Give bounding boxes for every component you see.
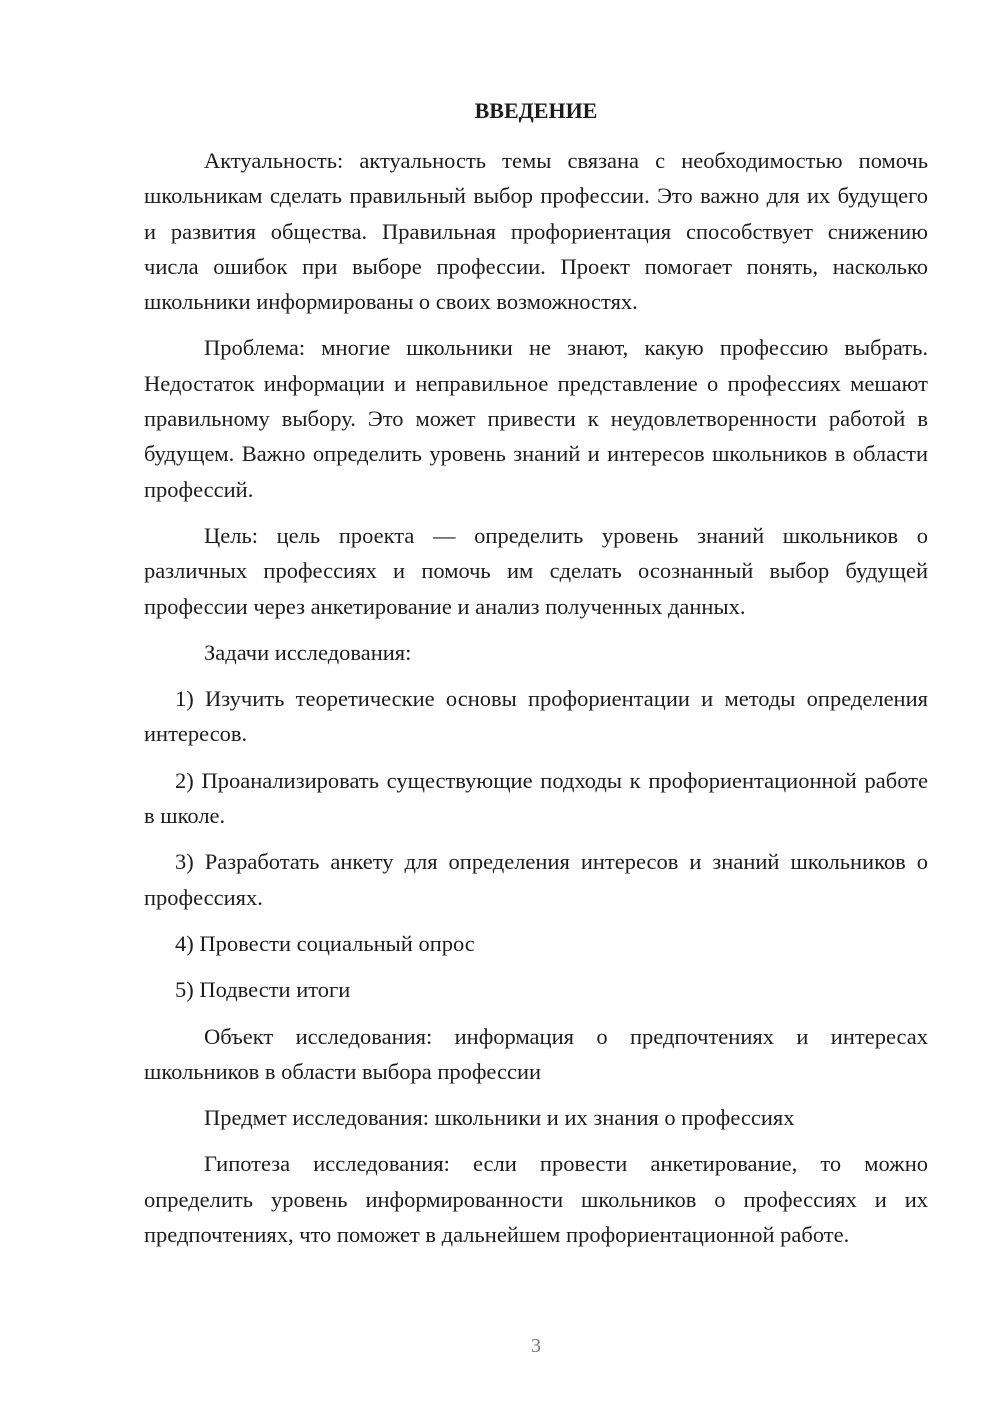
document-body [144, 143, 928, 1263]
task-item: 3) Разработать анкету для определения интересов и знаний школьников о профессиях. [144, 849, 928, 910]
subject-paragraph: Предмет исследования: школьники и их знания о профессиях [204, 1105, 795, 1131]
document-page [144, 0, 928, 1414]
object-paragraph: Объект исследования: информация о предпочтениях и интересах школьников в области выбора профессии [144, 1023, 928, 1084]
relevance-paragraph: Актуальность: актуальность темы связана с необходимостью помочь школьникам сделать правильный выбор профессии. Это важно для их будущего и развития общества. Правильная профориентация способствует снижению числа ошибок при выборе профессии. Проект помогает понять, насколько школьники информированы о своих возможностях. [144, 148, 928, 315]
task-item: 4) Провести социальный опрос [175, 930, 475, 956]
hypothesis-paragraph: Гипотеза исследования: если провести анкетирование, то можно определить уровень информированности школьников о профессиях и их предпочтениях, что поможет в дальнейшем профориентационной работе. [144, 1151, 928, 1248]
task-item: 1) Изучить теоретические основы профориентации и методы определения интересов. [144, 686, 928, 747]
page-title: ВВЕДЕНИЕ [474, 98, 598, 123]
task-item: 2) Проанализировать существующие подходы к профориентационной работе в школе. [144, 767, 928, 829]
tasks-heading: Задачи исследования: [204, 639, 412, 665]
task-item: 5) Подвести итоги [175, 977, 351, 1003]
goal-paragraph: Цель: цель проекта — определить уровень знаний школьников о различных профессиях и помочь им сделать осознанный выбор будущей профессии через анкетирование и анализ полученных данных. [144, 522, 928, 619]
problem-paragraph: Проблема: многие школьники не знают, какую профессию выбрать. Недостаток информации и неправильное представление о профессиях мешают правильному выбору. Это может привести к неудовлетворенности работой в будущем. Важно определить уровень знаний и интересов школьников в области профессий. [144, 335, 928, 502]
page-number: 3 [531, 1335, 541, 1357]
